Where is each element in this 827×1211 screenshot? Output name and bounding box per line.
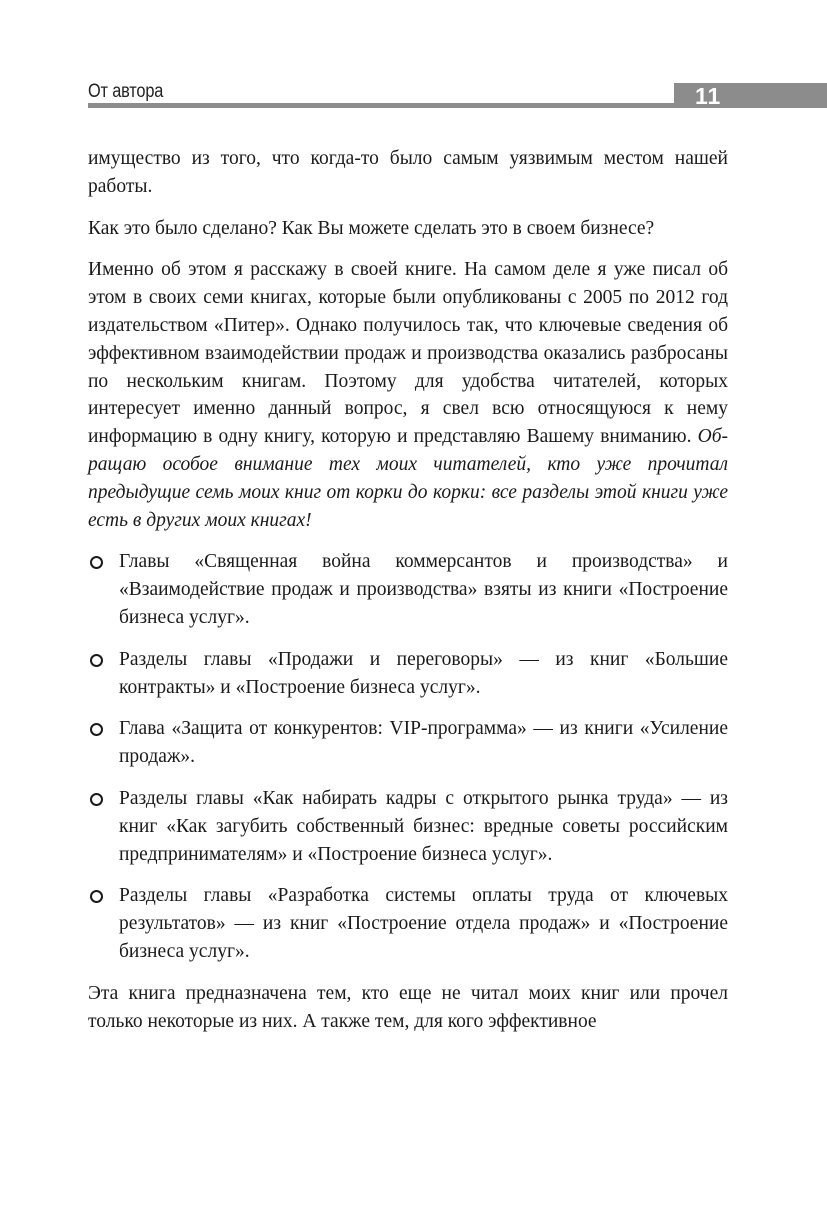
list-item-text: Глава «Защита от конкурентов: VIP-программа» — из книги «Усиление продаж». xyxy=(119,718,728,768)
list-item-text: Разделы главы «Как набирать кадры с открытого рынка труда» — из книг «Как загубить собственный бизнес: вредные советы российским предпринимателям» и «Построение бизнеса услуг». xyxy=(119,787,728,865)
circle-bullet-icon xyxy=(90,793,103,806)
paragraph-audience: Эта книга предназначена тем, кто еще не читал моих книг или прочел только некоторые из них. А также тем, для кого эффективное xyxy=(88,982,728,1032)
paragraph-question: Как это было сделано? Как Вы можете сделать это в своем бизнесе? xyxy=(88,217,655,239)
list-item xyxy=(88,785,728,868)
page-number: 11 xyxy=(695,83,722,109)
circle-bullet-icon xyxy=(90,723,103,736)
list-item xyxy=(88,882,728,965)
paragraph-about-books xyxy=(88,256,728,534)
book-sources-list xyxy=(88,548,728,965)
running-header-title: От автора xyxy=(88,81,164,102)
circle-bullet-icon xyxy=(90,556,103,569)
list-item-text: Разделы главы «Разработка системы оплаты труда от ключевых результатов» — из книг «Построение отдела продаж» и «Построение бизнеса услуг». xyxy=(119,885,728,962)
list-item-text: Разделы главы «Продажи и переговоры» — из книг «Большие контракты» и «Построение бизнеса услуг». xyxy=(119,648,728,698)
page-body xyxy=(88,145,728,1049)
list-item-text: Главы «Священная война коммерсантов и производства» и «Взаимодействие продаж и производства» взяты из книги «Построение бизнеса услуг». xyxy=(119,551,728,628)
paragraph-about-books-text: Именно об этом я расскажу в своей книге. На самом деле я уже писал об этом в своих семи книгах, которые были опубликованы с 2005 по 2012 год издательством «Питер». Однако получилось так, что ключевые сведения об эффективном взаимодействии продаж и производства оказались разбросаны по нескольким книгам. Поэтому для удобства читателей, которых интересует именно данный вопрос, я свел всю относящуюся к нему информацию в одну книгу, которую и представляю Вашему вниманию. xyxy=(88,259,728,448)
circle-bullet-icon xyxy=(90,890,103,903)
circle-bullet-icon xyxy=(90,654,103,667)
header-rule xyxy=(88,103,688,108)
list-item xyxy=(88,715,728,771)
italic-notice: Обращаю особое внимание тех моих читателей, кто уже прочитал предыдущие семь моих книг от корки до корки: все разделы этой книги уже есть в других моих книгах! xyxy=(88,426,728,531)
list-item xyxy=(88,548,728,631)
paragraph-continuation: имущество из того, что когда-то было самым уязвимым местом нашей работы. xyxy=(88,148,728,197)
list-item xyxy=(88,646,728,702)
